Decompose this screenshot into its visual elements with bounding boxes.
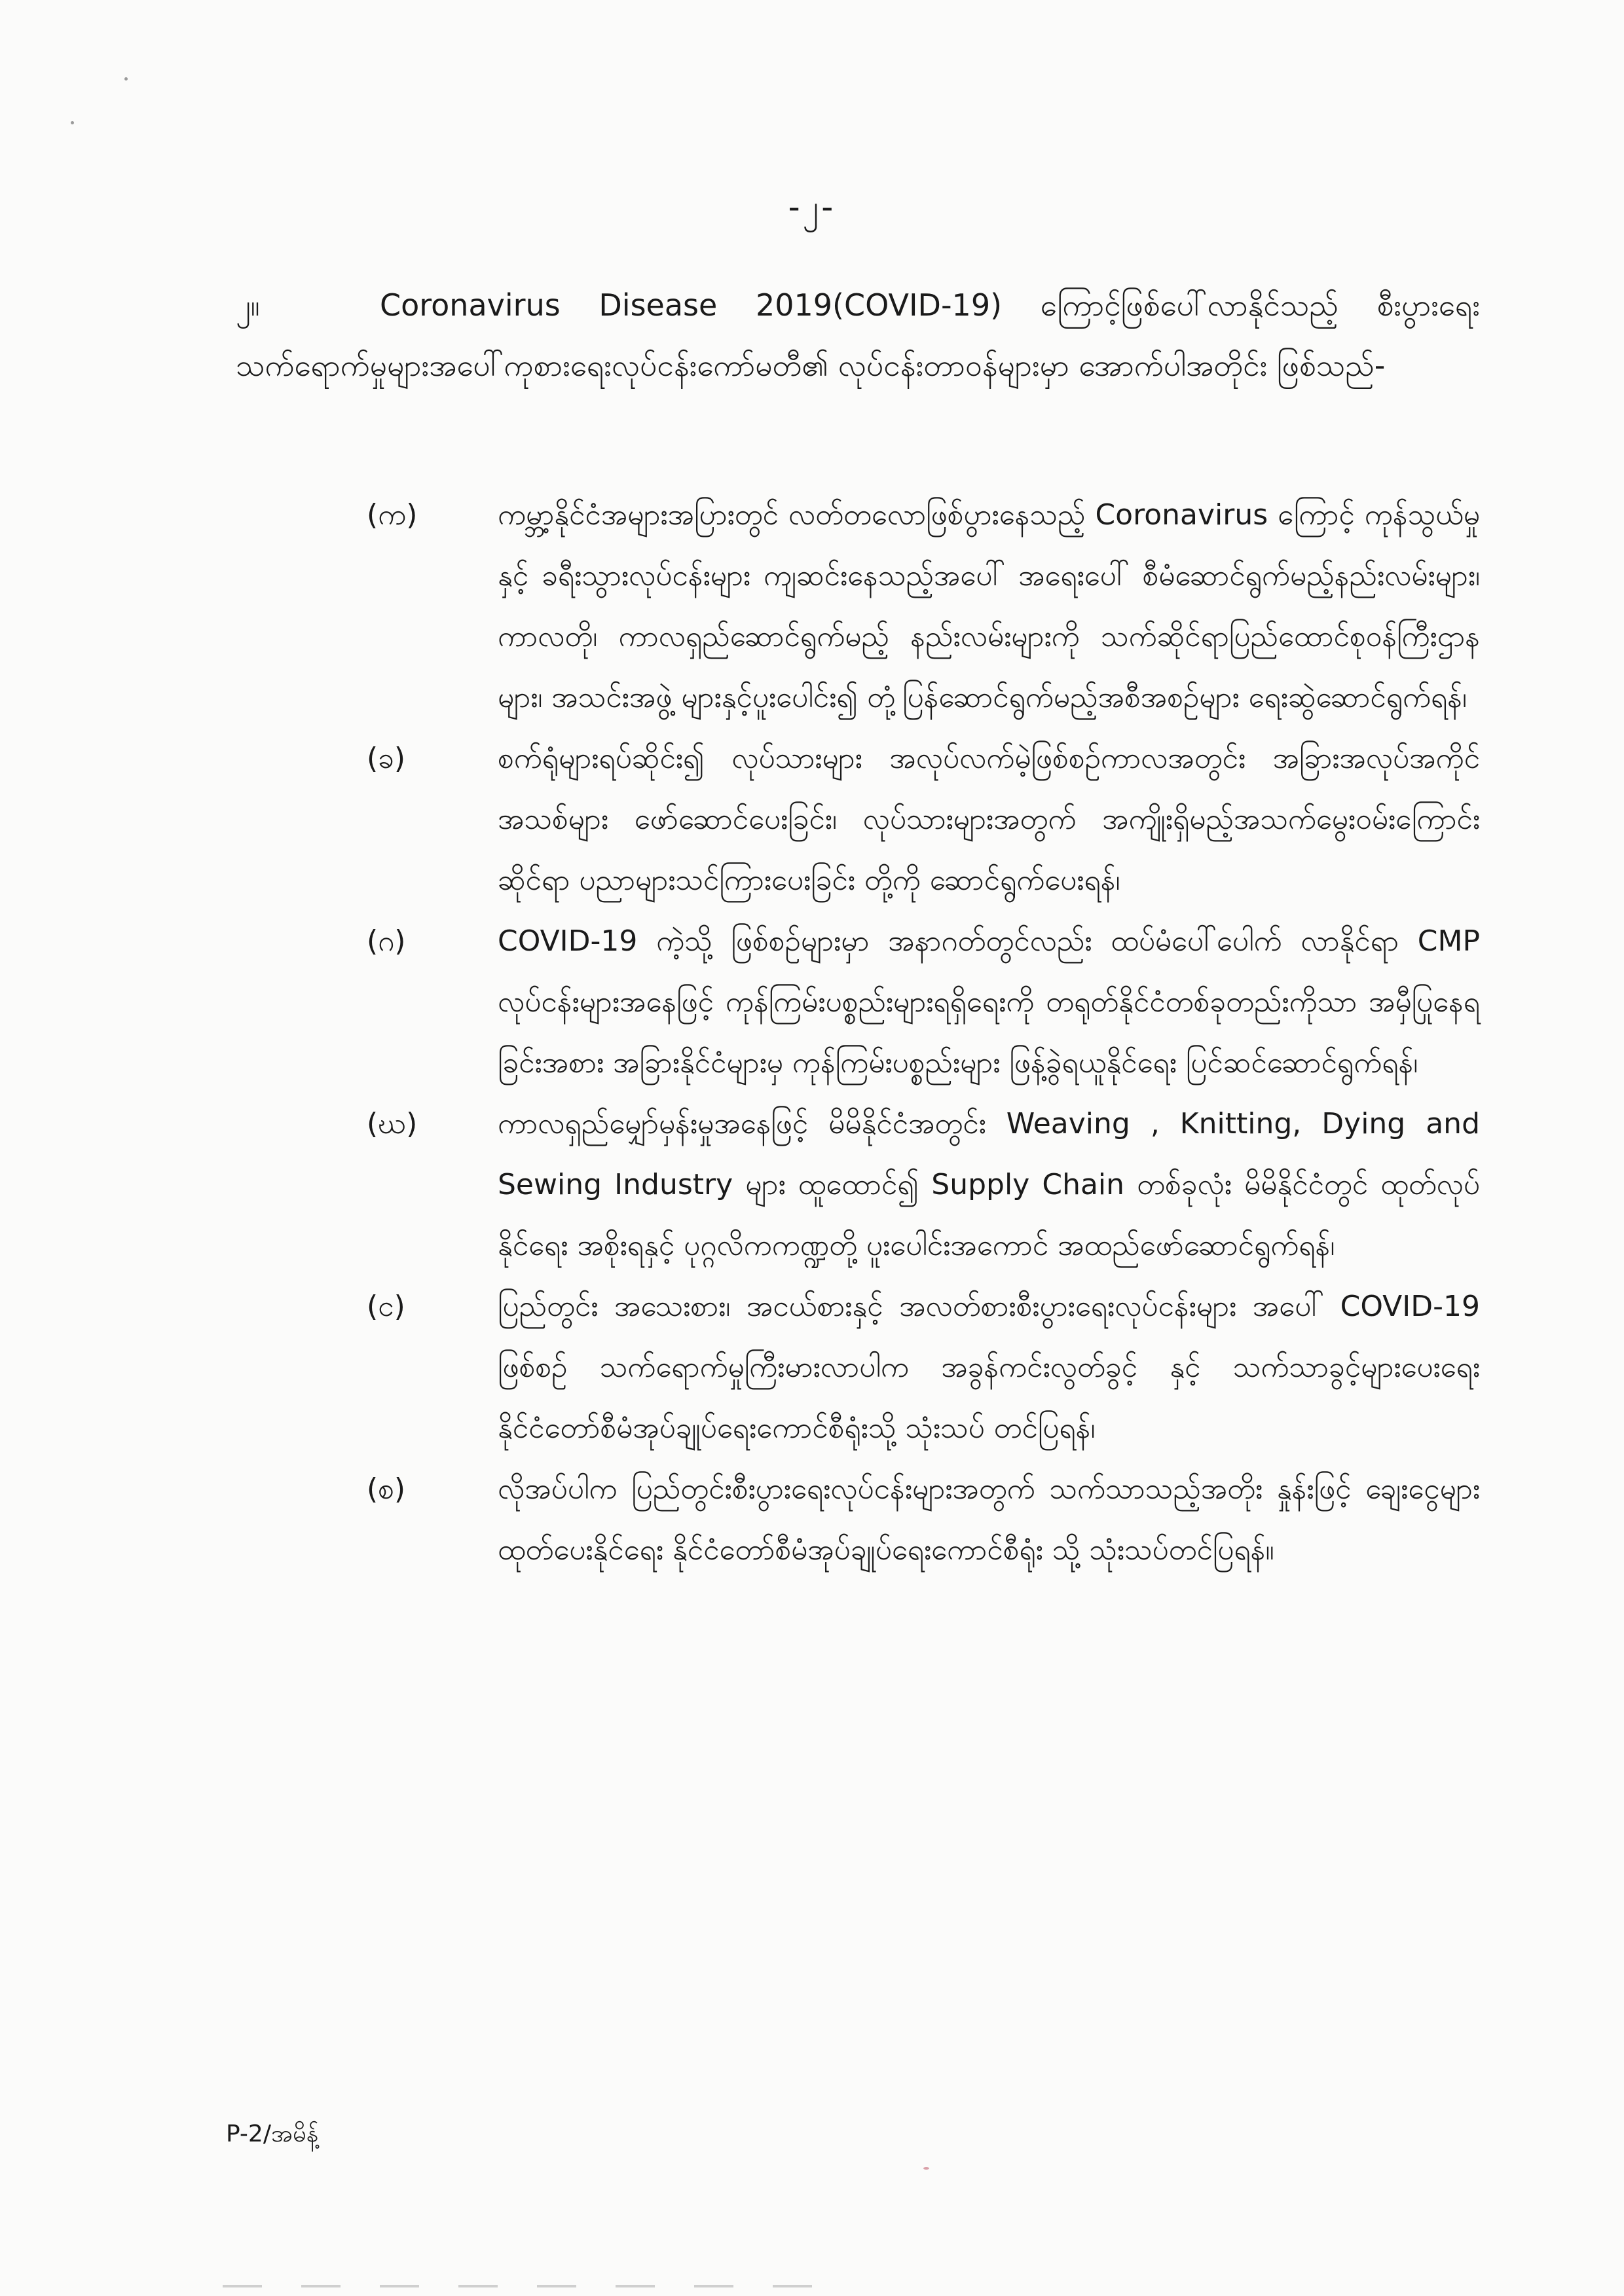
item-label: (စ) — [367, 1472, 406, 1506]
list-item — [367, 1459, 1480, 1580]
item-text: ကာလရှည်မျှော်မှန်းမှုအနေဖြင့် မိမိနိုင်ငံအတွင်း Weaving , Knitting, Dying and Sewing Industry များ ထူထောင်၍ Supply Chain တစ်ခုလုံး မိမိနိုင်ငံတွင် ထုတ်လုပ်နိုင်ရေး အစိုးရနှင့် ပုဂ္ဂလိကကဏ္ဍတို့ ပူးပေါင်းအကောင် အထည်ဖော်ဆောင်ရွက်ရန်၊ — [498, 1107, 1480, 1262]
item-text: ပြည်တွင်း အသေးစား၊ အငယ်စားနှင့် အလတ်စားစီးပွားရေးလုပ်ငန်းများ အပေါ် COVID-19 ဖြစ်စဉ် သက်ရောက်မှုကြီးမားလာပါက အခွန်ကင်းလွတ်ခွင့် နှင့် သက်သာခွင့်များပေးရေး နိုင်ငံတော်စီမံအုပ်ချုပ်ရေးကောင်စီရုံးသို့ သုံးသပ် တင်ပြရန်၊ — [498, 1290, 1480, 1445]
list-item — [367, 911, 1480, 1093]
scan-edge-line — [223, 2285, 812, 2287]
item-label: (ဃ) — [367, 1107, 418, 1140]
item-label: (ခ) — [367, 742, 406, 775]
scan-speck — [71, 121, 74, 124]
intro-text: Coronavirus Disease 2019(COVID-19) ကြောင့်ဖြစ်ပေါ်လာနိုင်သည့် စီးပွားရေး သက်ရောက်မှုများအပေါ်ကုစားရေးလုပ်ငန်းကော်မတီ၏ လုပ်ငန်းတာဝန်များမှာ အောက်ပါအတိုင်း ဖြစ်သည်- — [236, 287, 1480, 383]
list-item — [367, 484, 1480, 728]
item-text: ကမ္ဘာ့နိုင်ငံအများအပြားတွင် လတ်တလောဖြစ်ပွားနေသည့် Coronavirus ကြောင့် ကုန်သွယ်မှုနှင့် ခရီးသွားလုပ်ငန်းများ ကျဆင်းနေသည့်အပေါ် အရေးပေါ် စီမံဆောင်ရွက်မည့်နည်းလမ်းများ၊ ကာလတို၊ ကာလရှည်ဆောင်ရွက်မည့် နည်းလမ်းများကို သက်ဆိုင်ရာပြည်ထောင်စုဝန်ကြီးဌာနများ၊ အသင်းအဖွဲ့ များနှင့်ပူးပေါင်း၍ တုံ့ပြန်ဆောင်ရွက်မည့်အစီအစဉ်များ ရေးဆွဲဆောင်ရွက်ရန်၊ — [498, 498, 1480, 714]
item-text: COVID-19 ကဲ့သို့ ဖြစ်စဉ်များမှာ အနာဂတ်တွင်လည်း ထပ်မံပေါ်ပေါက် လာနိုင်ရာ CMP လုပ်ငန်းများအနေဖြင့် ကုန်ကြမ်းပစ္စည်းများရရှိရေးကို တရုတ်နိုင်ငံတစ်ခုတည်းကိုသာ အမှီပြုနေရခြင်းအစား အခြားနိုင်ငံများမှ ကုန်ကြမ်းပစ္စည်းများ ဖြန့်ခွဲရယူနိုင်ရေး ပြင်ဆင်ဆောင်ရွက်ရန်၊ — [498, 924, 1480, 1080]
item-text: လိုအပ်ပါက ပြည်တွင်းစီးပွားရေးလုပ်ငန်းများအတွက် သက်သာသည့်အတိုး နှုန်းဖြင့် ချေးငွေများ ထုတ်ပေးနိုင်ရေး နိုင်ငံတော်စီမံအုပ်ချုပ်ရေးကောင်စီရုံး သို့ သုံးသပ်တင်ပြရန်။ — [498, 1472, 1480, 1567]
page-number: -၂- — [788, 188, 836, 226]
list-item — [367, 1276, 1480, 1459]
item-label: (ဂ) — [367, 924, 406, 958]
list-item — [367, 1093, 1480, 1276]
scan-speck — [124, 77, 128, 81]
footer-reference: P-2/အမိန့် — [226, 2121, 319, 2147]
duty-list — [367, 484, 1480, 1580]
item-text: စက်ရုံများရပ်ဆိုင်း၍ လုပ်သားများ အလုပ်လက်မဲ့ဖြစ်စဉ်ကာလအတွင်း အခြားအလုပ်အကိုင်အသစ်များ ဖော်ဆောင်ပေးခြင်း၊ လုပ်သားများအတွက် အကျိုးရှိမည့်အသက်မွေးဝမ်းကြောင်းဆိုင်ရာ ပညာများသင်ကြားပေးခြင်း တို့ကို ဆောင်ရွက်ပေးရန်၊ — [498, 742, 1480, 897]
item-label: (င) — [367, 1290, 405, 1323]
scan-speck — [923, 2167, 929, 2170]
item-label: (က) — [367, 498, 418, 532]
intro-number: ၂။ — [236, 287, 260, 323]
intro-paragraph — [236, 275, 1480, 395]
list-item — [367, 728, 1480, 911]
